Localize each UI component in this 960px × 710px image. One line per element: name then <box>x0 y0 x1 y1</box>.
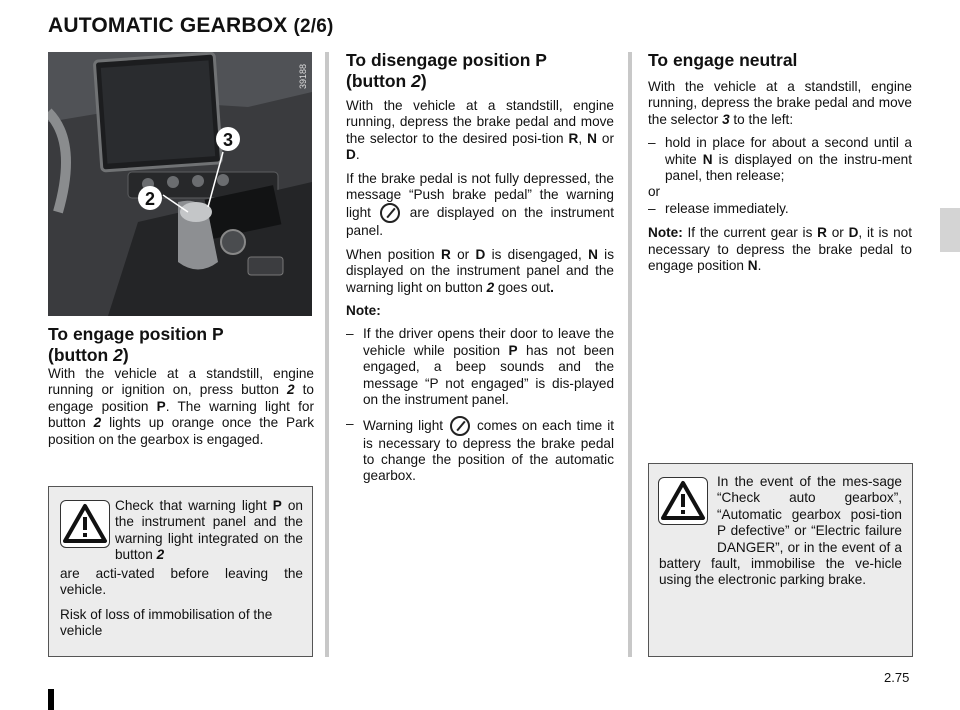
heading-disengage-p: To disengage position P (button 2) <box>346 50 547 91</box>
disengage-p2: If the brake pedal is not fully depressed, the message “Push brake pedal” the warning light are displayed on the instrument panel. <box>346 170 614 239</box>
neutral-item-1: – hold in place for about a second until a white N is displayed on the instru-ment panel, then release; <box>648 135 912 184</box>
neutral-item-2: – release immediately. <box>648 201 912 217</box>
engage-p-text: With the vehicle at a standstill, engine running or ignition on, press button 2 to engage position P. The warning light for button 2 lights up orange once the Park position on the gearbox is engaged. <box>48 366 314 447</box>
column-divider-1 <box>325 52 329 657</box>
note-item-2: – Warning light comes on each time it is necessary to depress the brake pedal to change the position of the automatic gearbox. <box>346 416 614 485</box>
neutral-note: Note: If the current gear is R or D, it is not necessary to depress the brake pedal to engage position N. <box>648 225 913 274</box>
callout-2: 2 <box>144 189 156 209</box>
warning-box-left <box>48 486 313 657</box>
gear-selector-photo <box>48 52 312 316</box>
warning-left-p1-a: Check that warning light P on the instrument panel and the warning light integrated on the button 2 <box>115 498 303 563</box>
note-item-1: – If the driver opens their door to leave the vehicle while position P has not been engaged, a beep sounds and the message “P not engaged” is dis-played on the instrument panel. <box>346 326 614 408</box>
note-label: Note: <box>346 303 381 319</box>
brake-pedal-warning-icon <box>450 416 470 436</box>
column-2 <box>346 50 614 492</box>
disengage-p3: When position R or D is disengaged, N is displayed on the instrument panel and the warning light on button 2 goes out. <box>346 246 614 295</box>
page-title <box>48 14 334 38</box>
photo-code: 39188 <box>298 64 308 90</box>
heading-engage-p: To engage position P (button 2) <box>48 324 224 365</box>
title-main: AUTOMATIC GEARBOX <box>48 14 288 37</box>
neutral-p1: With the vehicle at a standstill, engine running, depress the brake pedal and move the selector 3 to the left: <box>648 79 912 127</box>
corner-mark <box>48 689 54 710</box>
warning-right-text: In the event of the mes-sage “Check auto gearbox”, “Automatic gearbox posi-tion P defective” or “Electric failure DANGER”, or in the event of a battery fault, immobilise the ve-hicle using the electronic parking brake. <box>659 474 902 588</box>
warning-left-p2: Risk of loss of immobilisation of the vehicle <box>60 606 273 639</box>
column-divider-2 <box>628 52 632 657</box>
title-part: (2/6) <box>293 16 334 37</box>
disengage-p1: With the vehicle at a standstill, engine running, depress the brake pedal and move the selector to the desired posi-tion R, N or D. <box>346 98 614 163</box>
neutral-or: or <box>648 184 661 200</box>
column-1 <box>48 324 314 455</box>
column-3 <box>648 50 912 281</box>
page-number: 2.75 <box>884 670 910 685</box>
section-tab <box>940 208 960 252</box>
brake-pedal-warning-icon <box>380 203 400 223</box>
warning-box-right <box>648 463 913 657</box>
warning-triangle-icon <box>60 500 110 548</box>
heading-engage-neutral: To engage neutral <box>648 50 798 70</box>
warning-left-p1-e: are acti-vated before leaving the vehicle. <box>60 566 303 598</box>
callout-3: 3 <box>222 130 234 150</box>
